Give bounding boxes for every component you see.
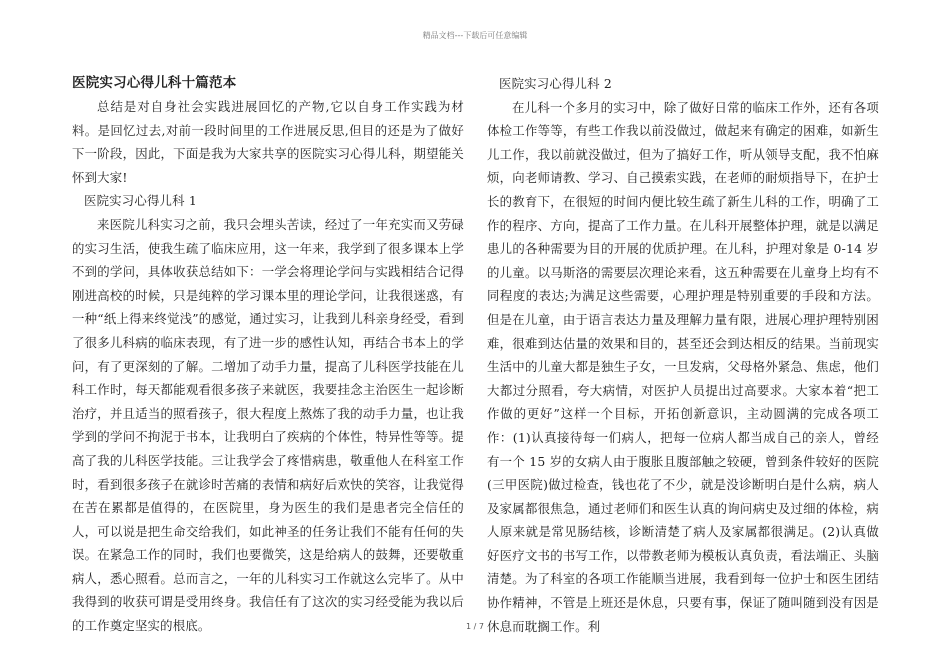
left-column [72, 72, 464, 638]
section-heading-2: 医院实习心得儿科 2 [499, 76, 612, 91]
document-title: 医院实习心得儿科十篇范本 [72, 75, 237, 91]
right-column [487, 72, 879, 638]
header-note: 精品文档---下载后可任意编辑 [422, 31, 528, 40]
page-number: 1 / 7 [466, 622, 484, 631]
section-body-2: 在儿科一个多月的实习中，除了做好日常的临床工作外，还有各项体检工作等等，有些工作我以前没做过，做起来有确定的困难，如新生儿工作，我以前就没做过，但为了搞好工作，听从领导支配，我不怕麻烦，向老师请教、学习、自己摸索实践，在老师的耐烦指导下，在护士长的教育下，在很短的时间内便比较生疏了新生儿科的工作，明确了工作的程序、方向，提高了工作力量。在儿科开展整体护理，就是以满足患儿的各种需要为目的开展的优质护理。在儿科，护理对象是 0-14 岁的儿童。以马斯洛的需要层次理论来看，这五种需要在儿童身上均有不同程度的表达;为满足这些需要，心理护理是特别重要的手段和方法。但是在儿童，由于语言表达力量及理解力量有限，进展心理护理特别困难，很难到达估量的效果和目的，甚至还会到达相反的结果。当前现实生活中的儿童大都是独生子女，一旦发病，父母格外紧急、焦虑，他们大都过分照看，夸大病情，对医护人员提出过高要求。大家本着“把工作做的更好”这样一个目标，开拓创新意识，主动圆满的完成各项工作：(1)认真接待每一们病人，把每一位病人都当成自己的亲人，曾经有一个 15 岁的女病人由于腹胀且腹部触之较硬，曾到条件较好的医院(三甲医院)做过检查，钱也花了不少，就是没诊断明白是什么病，病人及家属都很焦急，通过老师们和医生认真的询问病史及过细的体检，病人原来就是常见肠结核，诊断清楚了病人及家属都很满足。(2)认真做好医疗文书的书写工作，以带教老师为模板认真负责，看法端正、头脑清楚。为了科室的各项工作能顺当进展，我看到每一位护士和医生团结协作精神，不管是上班还是休息，只要有事，保证了随叫随到没有因是休息而耽搁工作。利 [487, 99, 879, 634]
section-heading-1: 医院实习心得儿科 1 [84, 193, 197, 209]
section-body-1: 来医院儿科实习之前，我只会埋头苦读，经过了一年充实而又劳碌的实习生活，使我生疏了临床应用，这一年来，我学到了很多课本上学不到的学问，具体收获总结如下：一学会将理论学问与实践相结合记得刚进高校的时候，只是纯粹的学习课本里的理论学问，让我很迷惑，有一种“纸上得来终觉浅”的感觉，通过实习，让我到儿科亲身经受，看到了很多儿科病的临床表现，有了进一步的感性认知，再结合书本上的学问，有了更深刻的了解。二增加了动手力量，提高了儿科医学技能在儿科工作时，每天都能观看很多孩子来就医，我要挂念主治医生一起诊断治疗，并且适当的照看孩子，很大程度上熬炼了我的动手力量，也让我学到的学问不拘泥于书本，让我明白了疾病的个体性，特异性等等。提高了我的儿科医学技能。三让我学会了疼惜病患，敬重他人在科室工作时，看到很多孩子在就诊时苦痛的表情和病好后欢快的笑容，让我觉得在苦在累都是值得的，在医院里，身为医生的我们是患者完全信任的人，可以说是把生命交给我们，如此神圣的任务让我们不能有任何的失误。在紧急工作的同时，我们也要微笑，这是给病人的鼓舞，还要敬重病人，悉心照看。总而言之，一年的儿科实习工作就这么完毕了。从中我得到的收获可谓是受用终身。我信任有了这次的实习经受能为我以后的工作奠定坚实的根底。 [72, 216, 464, 634]
intro-paragraph: 总结是对自身社会实践进展回忆的产物,它以自身工作实践为材料。是回忆过去,对前一段时间里的工作进展反思,但目的还是为了做好下一阶段，因此，下面是我为大家共享的医院实习心得儿科，期望能关怀到大家! [72, 99, 464, 185]
